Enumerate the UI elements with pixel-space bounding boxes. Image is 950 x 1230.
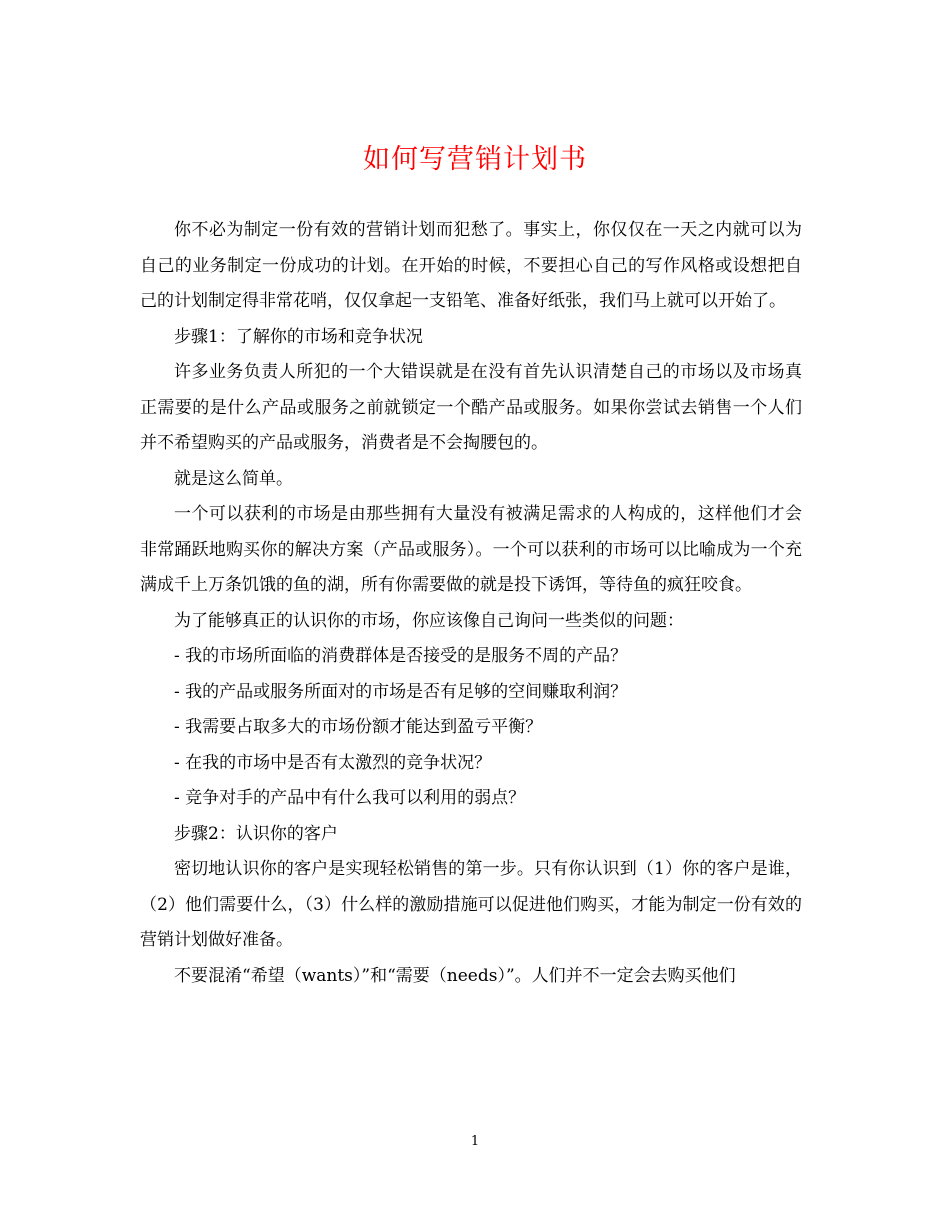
paragraph: 就是这么简单。 <box>174 468 293 489</box>
paragraph: 为了能够真正的认识你的市场，你应该像自己询问一些类似的问题： <box>174 610 684 631</box>
document-title: 如何写营销计划书 <box>363 144 587 175</box>
page-number: 1 <box>470 1134 480 1149</box>
section-heading: 步骤1：了解你的市场和竞争状况 <box>174 326 423 347</box>
paragraph: 密切地认识你的客户是实现轻松销售的第一步。只有你认识到（1）你的客户是谁，（2）他们需要什么，（3）什么样的激励措施可以促进他们购买，才能为制定一份有效的营销计划做好准备。 <box>140 859 802 950</box>
paragraph: 一个可以获利的市场是由那些拥有大量没有被满足需求的人构成的，这样他们才会非常踊跃地购买你的解决方案（产品或服务）。一个可以获利的市场可以比喻成为一个充满成千上万条饥饿的鱼的湖，所有你需要做的就是投下诱饵，等待鱼的疯狂咬食。 <box>140 504 802 595</box>
list-item: - 我的市场所面临的消费群体是否接受的是服务不周的产品？ <box>174 646 628 666</box>
list-item: - 我的产品或服务所面对的市场是否有足够的空间赚取利润？ <box>174 681 628 702</box>
paragraph: 不要混淆“希望（wants）”和“需要（needs）”。人们并不一定会去购买他们 <box>174 965 736 986</box>
paragraph: 你不必为制定一份有效的营销计划而犯愁了。事实上，你仅仅在一天之内就可以为自己的业务制定一份成功的计划。在开始的时候，不要担心自己的写作风格或设想把自己的计划制定得非常花哨，仅仅拿起一支铅笔、准备好纸张，我们马上就可以开始了。 <box>140 220 802 311</box>
section-heading: 步骤2：认识你的客户 <box>174 823 338 844</box>
paragraph: 许多业务负责人所犯的一个大错误就是在没有首先认识清楚自己的市场以及市场真正需要的是什么产品或服务之前就锁定一个酷产品或服务。如果你尝试去销售一个人们并不希望购买的产品或服务，消费者是不会掏腰包的。 <box>140 362 802 453</box>
document-body <box>140 213 802 994</box>
list-item: - 竞争对手的产品中有什么我可以利用的弱点？ <box>174 788 526 808</box>
list-item: - 我需要占取多大的市场份额才能达到盈亏平衡？ <box>174 717 543 737</box>
list-item: - 在我的市场中是否有太激烈的竞争状况？ <box>174 752 492 773</box>
